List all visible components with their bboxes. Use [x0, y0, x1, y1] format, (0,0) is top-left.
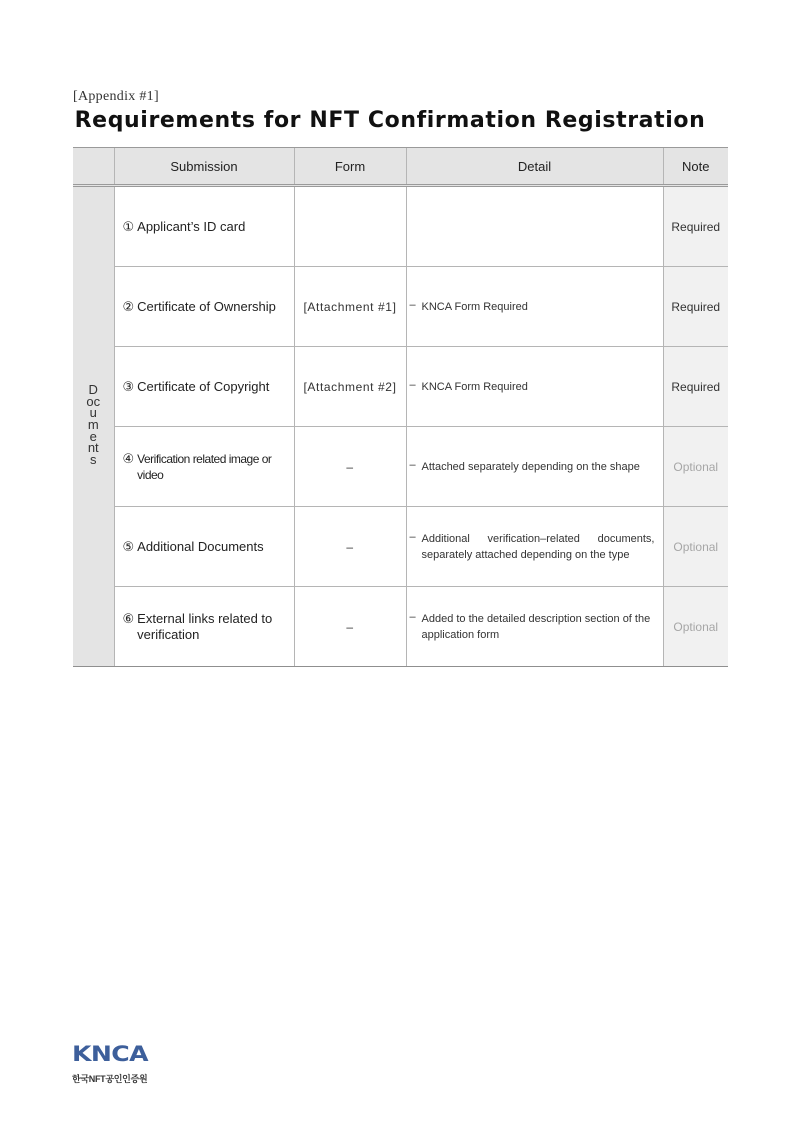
- table-row: [73, 507, 728, 587]
- item-number: ①: [122, 218, 135, 234]
- note-cell: Optional: [663, 507, 728, 587]
- note-cell: Required: [663, 347, 728, 427]
- detail-text: Additional verification–related documents, separately attached depending on the type: [421, 532, 655, 561]
- table-row: [73, 267, 728, 347]
- svg-text:KNCA: KNCA: [72, 1043, 150, 1065]
- detail-text: KNCA Form Required: [421, 380, 528, 393]
- detail-dash: –: [409, 530, 416, 543]
- header-form: Form: [294, 148, 406, 186]
- detail-cell: [406, 427, 663, 507]
- detail-dash: –: [409, 458, 416, 471]
- detail-cell: [406, 267, 663, 347]
- category-label: Documents: [86, 382, 101, 467]
- detail-cell: [406, 347, 663, 427]
- form-cell: [294, 186, 406, 267]
- submission-cell: [114, 507, 294, 587]
- table-row: [73, 347, 728, 427]
- submission-text: Verification related image or video: [137, 451, 272, 482]
- detail-cell: [406, 186, 663, 267]
- item-number: ③: [122, 378, 135, 394]
- detail-text: Added to the detailed description section of the application form: [421, 612, 651, 641]
- table-header-row: [73, 148, 728, 186]
- submission-text: Additional Documents: [137, 538, 264, 554]
- note-cell: Optional: [663, 587, 728, 667]
- detail-cell: [406, 587, 663, 667]
- submission-cell: [114, 587, 294, 667]
- form-cell: –: [294, 427, 406, 507]
- submission-cell: [114, 427, 294, 507]
- detail-cell: [406, 507, 663, 587]
- table-row: [73, 587, 728, 667]
- submission-text: External links related to verification: [137, 610, 273, 642]
- requirements-table: [73, 147, 728, 667]
- item-number: ⑤: [122, 538, 135, 554]
- detail-dash: –: [409, 610, 416, 623]
- knca-wordmark-icon: [72, 1043, 150, 1065]
- detail-text: Attached separately depending on the shape: [421, 460, 640, 473]
- header-detail: Detail: [406, 148, 663, 186]
- form-cell: –: [294, 587, 406, 667]
- form-cell: [Attachment #1]: [294, 267, 406, 347]
- appendix-label: [Appendix #1]: [73, 89, 159, 104]
- form-cell: –: [294, 507, 406, 587]
- header-submission: Submission: [114, 148, 294, 186]
- submission-text: Certificate of Ownership: [137, 298, 276, 314]
- note-cell: Optional: [663, 427, 728, 507]
- submission-cell: [114, 347, 294, 427]
- form-cell: [Attachment #2]: [294, 347, 406, 427]
- note-cell: Required: [663, 186, 728, 267]
- submission-text: Applicant’s ID card: [137, 218, 246, 234]
- category-cell: [73, 186, 114, 667]
- header-category: [73, 148, 114, 186]
- submission-text: Certificate of Copyright: [137, 378, 270, 394]
- logo-korean-name: 한국NFT공인인증원: [72, 1074, 148, 1084]
- table-row: [73, 427, 728, 507]
- detail-dash: –: [409, 378, 416, 391]
- submission-cell: [114, 267, 294, 347]
- item-number: ④: [122, 450, 135, 466]
- table-row: [73, 186, 728, 267]
- item-number: ⑥: [122, 610, 135, 626]
- note-cell: Required: [663, 267, 728, 347]
- header-note: Note: [663, 148, 728, 186]
- knca-logo: [72, 1043, 152, 1085]
- page-title: Requirements for NFT Confirmation Registration: [74, 108, 706, 133]
- submission-cell: [114, 186, 294, 267]
- item-number: ②: [122, 298, 135, 314]
- detail-dash: –: [409, 298, 416, 311]
- detail-text: KNCA Form Required: [421, 300, 528, 313]
